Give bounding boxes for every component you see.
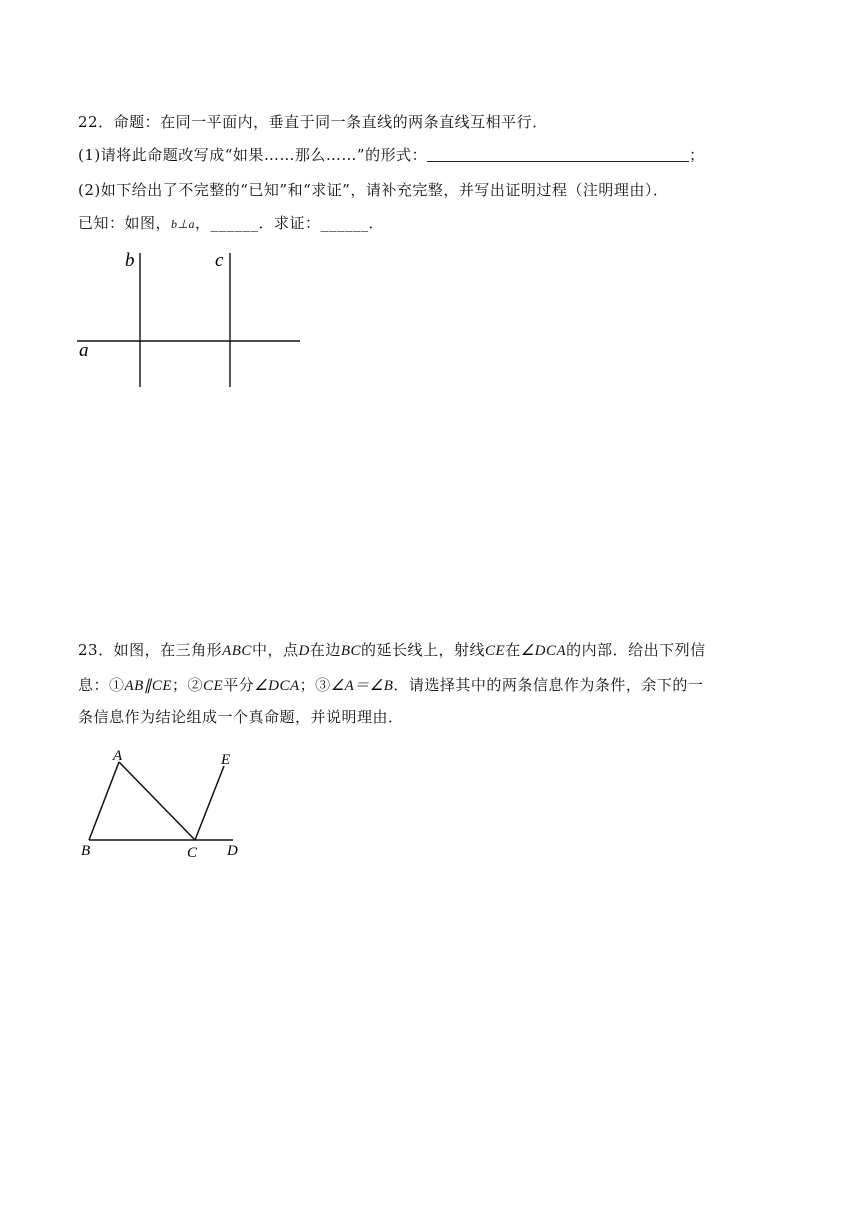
q22-given-blank[interactable]: ______ xyxy=(210,214,259,232)
q22-part1-prefix: (1)请将此命题改写成“如果……那么……”的形式： xyxy=(78,146,428,164)
q22-number: 22． xyxy=(78,113,114,131)
q23-text: ；③ xyxy=(299,676,331,694)
q22-stem: 命题：在同一平面内，垂直于同一条直线的两条直线互相平行． xyxy=(113,113,548,131)
q23-text: 如图，在三角形 xyxy=(113,641,223,659)
q23-text: 条信息作为结论组成一个真命题，并说明理由． xyxy=(78,708,404,726)
q23-info2-ce: CE xyxy=(203,678,224,694)
q23-text: 中，点 xyxy=(251,641,299,659)
q23-info1: AB∥CE xyxy=(124,678,173,694)
q23-math-abc: ABC xyxy=(222,643,252,659)
q22-stem-line xyxy=(78,110,548,134)
q22-part2-line xyxy=(78,178,668,202)
q23-text: 在边 xyxy=(309,641,341,659)
q22-prove-blank[interactable]: ______ xyxy=(320,214,369,232)
q22-part1-end: ； xyxy=(689,146,705,164)
q22-part2: (2)如下给出了不完整的“已知”和“求证”，请补充完整，并写出证明过程（注明理由）． xyxy=(78,181,669,199)
label-A: A xyxy=(113,748,123,764)
label-E: E xyxy=(221,752,231,768)
q22-prove-end: ． xyxy=(368,214,385,232)
q22-part1-answer-blank[interactable] xyxy=(427,145,689,162)
label-b: b xyxy=(125,250,135,271)
segment-ac xyxy=(119,762,195,840)
q22-part1-line xyxy=(78,143,705,167)
q22-given-math: b⊥a xyxy=(171,217,195,231)
q23-info3: ∠A＝∠B xyxy=(330,678,394,694)
q23-number: 23． xyxy=(78,641,114,659)
q23-text: 在 xyxy=(505,641,521,659)
q23-text: ；② xyxy=(172,676,204,694)
q23-math-d: D xyxy=(298,643,310,659)
q23-text: 的延长线上，射线 xyxy=(361,641,486,659)
q22-given-sep: ， xyxy=(194,214,211,232)
q23-text: ．请选择其中的两条信息作为条件，余下的一 xyxy=(393,676,704,694)
q22-given-prefix: 已知：如图， xyxy=(78,214,172,232)
q22-prove-prefix: ．求证： xyxy=(258,214,321,232)
q23-text: 息：① xyxy=(78,676,125,694)
q22-given-line xyxy=(78,211,384,236)
q23-math-angle-dca: ∠DCA xyxy=(520,643,567,659)
q23-math-bc: BC xyxy=(340,643,361,659)
q22-figure xyxy=(70,245,310,395)
label-B: B xyxy=(81,843,91,859)
label-c: c xyxy=(215,250,224,271)
q23-figure xyxy=(75,745,255,865)
q23-line2 xyxy=(78,673,703,698)
q23-math-ce: CE xyxy=(485,643,506,659)
q23-info2-angle: ∠DCA xyxy=(254,678,300,694)
q23-line1 xyxy=(78,638,706,663)
label-a: a xyxy=(79,340,89,361)
q23-text: 的内部．给出下列信 xyxy=(566,641,706,659)
label-D: D xyxy=(227,843,238,859)
segment-ab xyxy=(89,762,119,840)
q23-line3 xyxy=(78,705,404,729)
q23-text: 平分 xyxy=(223,676,255,694)
label-C: C xyxy=(187,845,198,861)
ray-ce xyxy=(195,766,224,840)
